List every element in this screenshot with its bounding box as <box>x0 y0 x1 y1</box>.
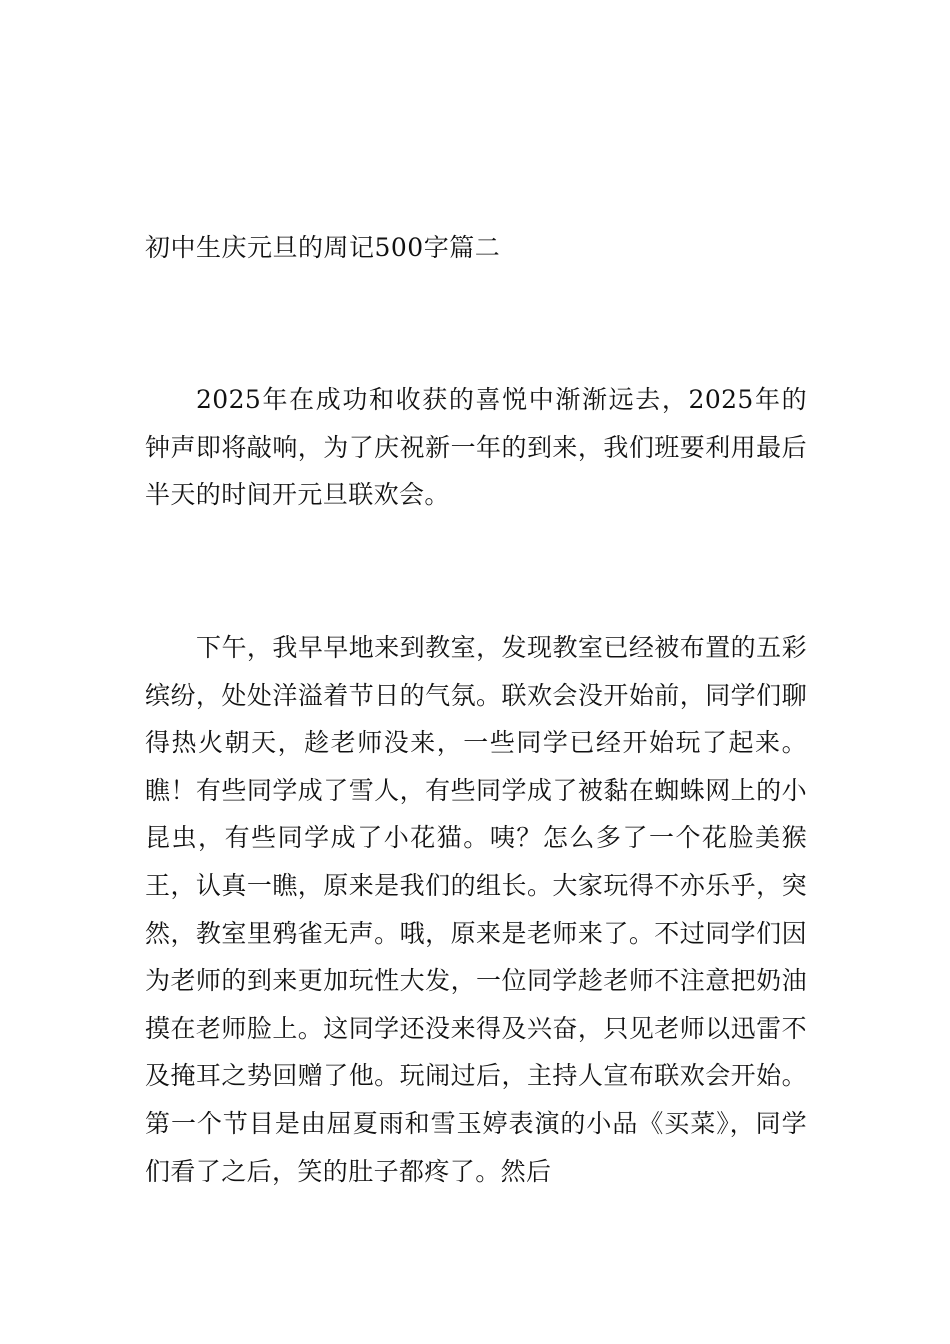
paragraph-2: 下午，我早早地来到教室，发现教室已经被布置的五彩缤纷，处处洋溢着节日的气氛。联欢会没开始前，同学们聊得热火朝天，趁老师没来，一些同学已经开始玩了起来。瞧！有些同学成了雪人，有些同学成了被黏在蜘蛛网上的小昆虫，有些同学成了小花猫。咦？怎么多了一个花脸美猴王，认真一瞧，原来是我们的组长。大家玩得不亦乐乎，突然，教室里鸦雀无声。哦，原来是老师来了。不过同学们因为老师的到来更加玩性大发，一位同学趁老师不注意把奶油摸在老师脸上。这同学还没来得及兴奋，只见老师以迅雷不及掩耳之势回赠了他。玩闹过后，主持人宣布联欢会开始。第一个节目是由屈夏雨和雪玉婷表演的小品《买菜》，同学们看了之后，笑的肚子都疼了。然后 <box>145 633 807 1186</box>
document-title: 初中生庆元旦的周记500字篇二 <box>145 233 501 262</box>
paragraph-1: 2025年在成功和收获的喜悦中渐渐远去，2025年的钟声即将敲响，为了庆祝新一年的到来，我们班要利用最后半天的时间开元旦联欢会。 <box>145 385 807 510</box>
